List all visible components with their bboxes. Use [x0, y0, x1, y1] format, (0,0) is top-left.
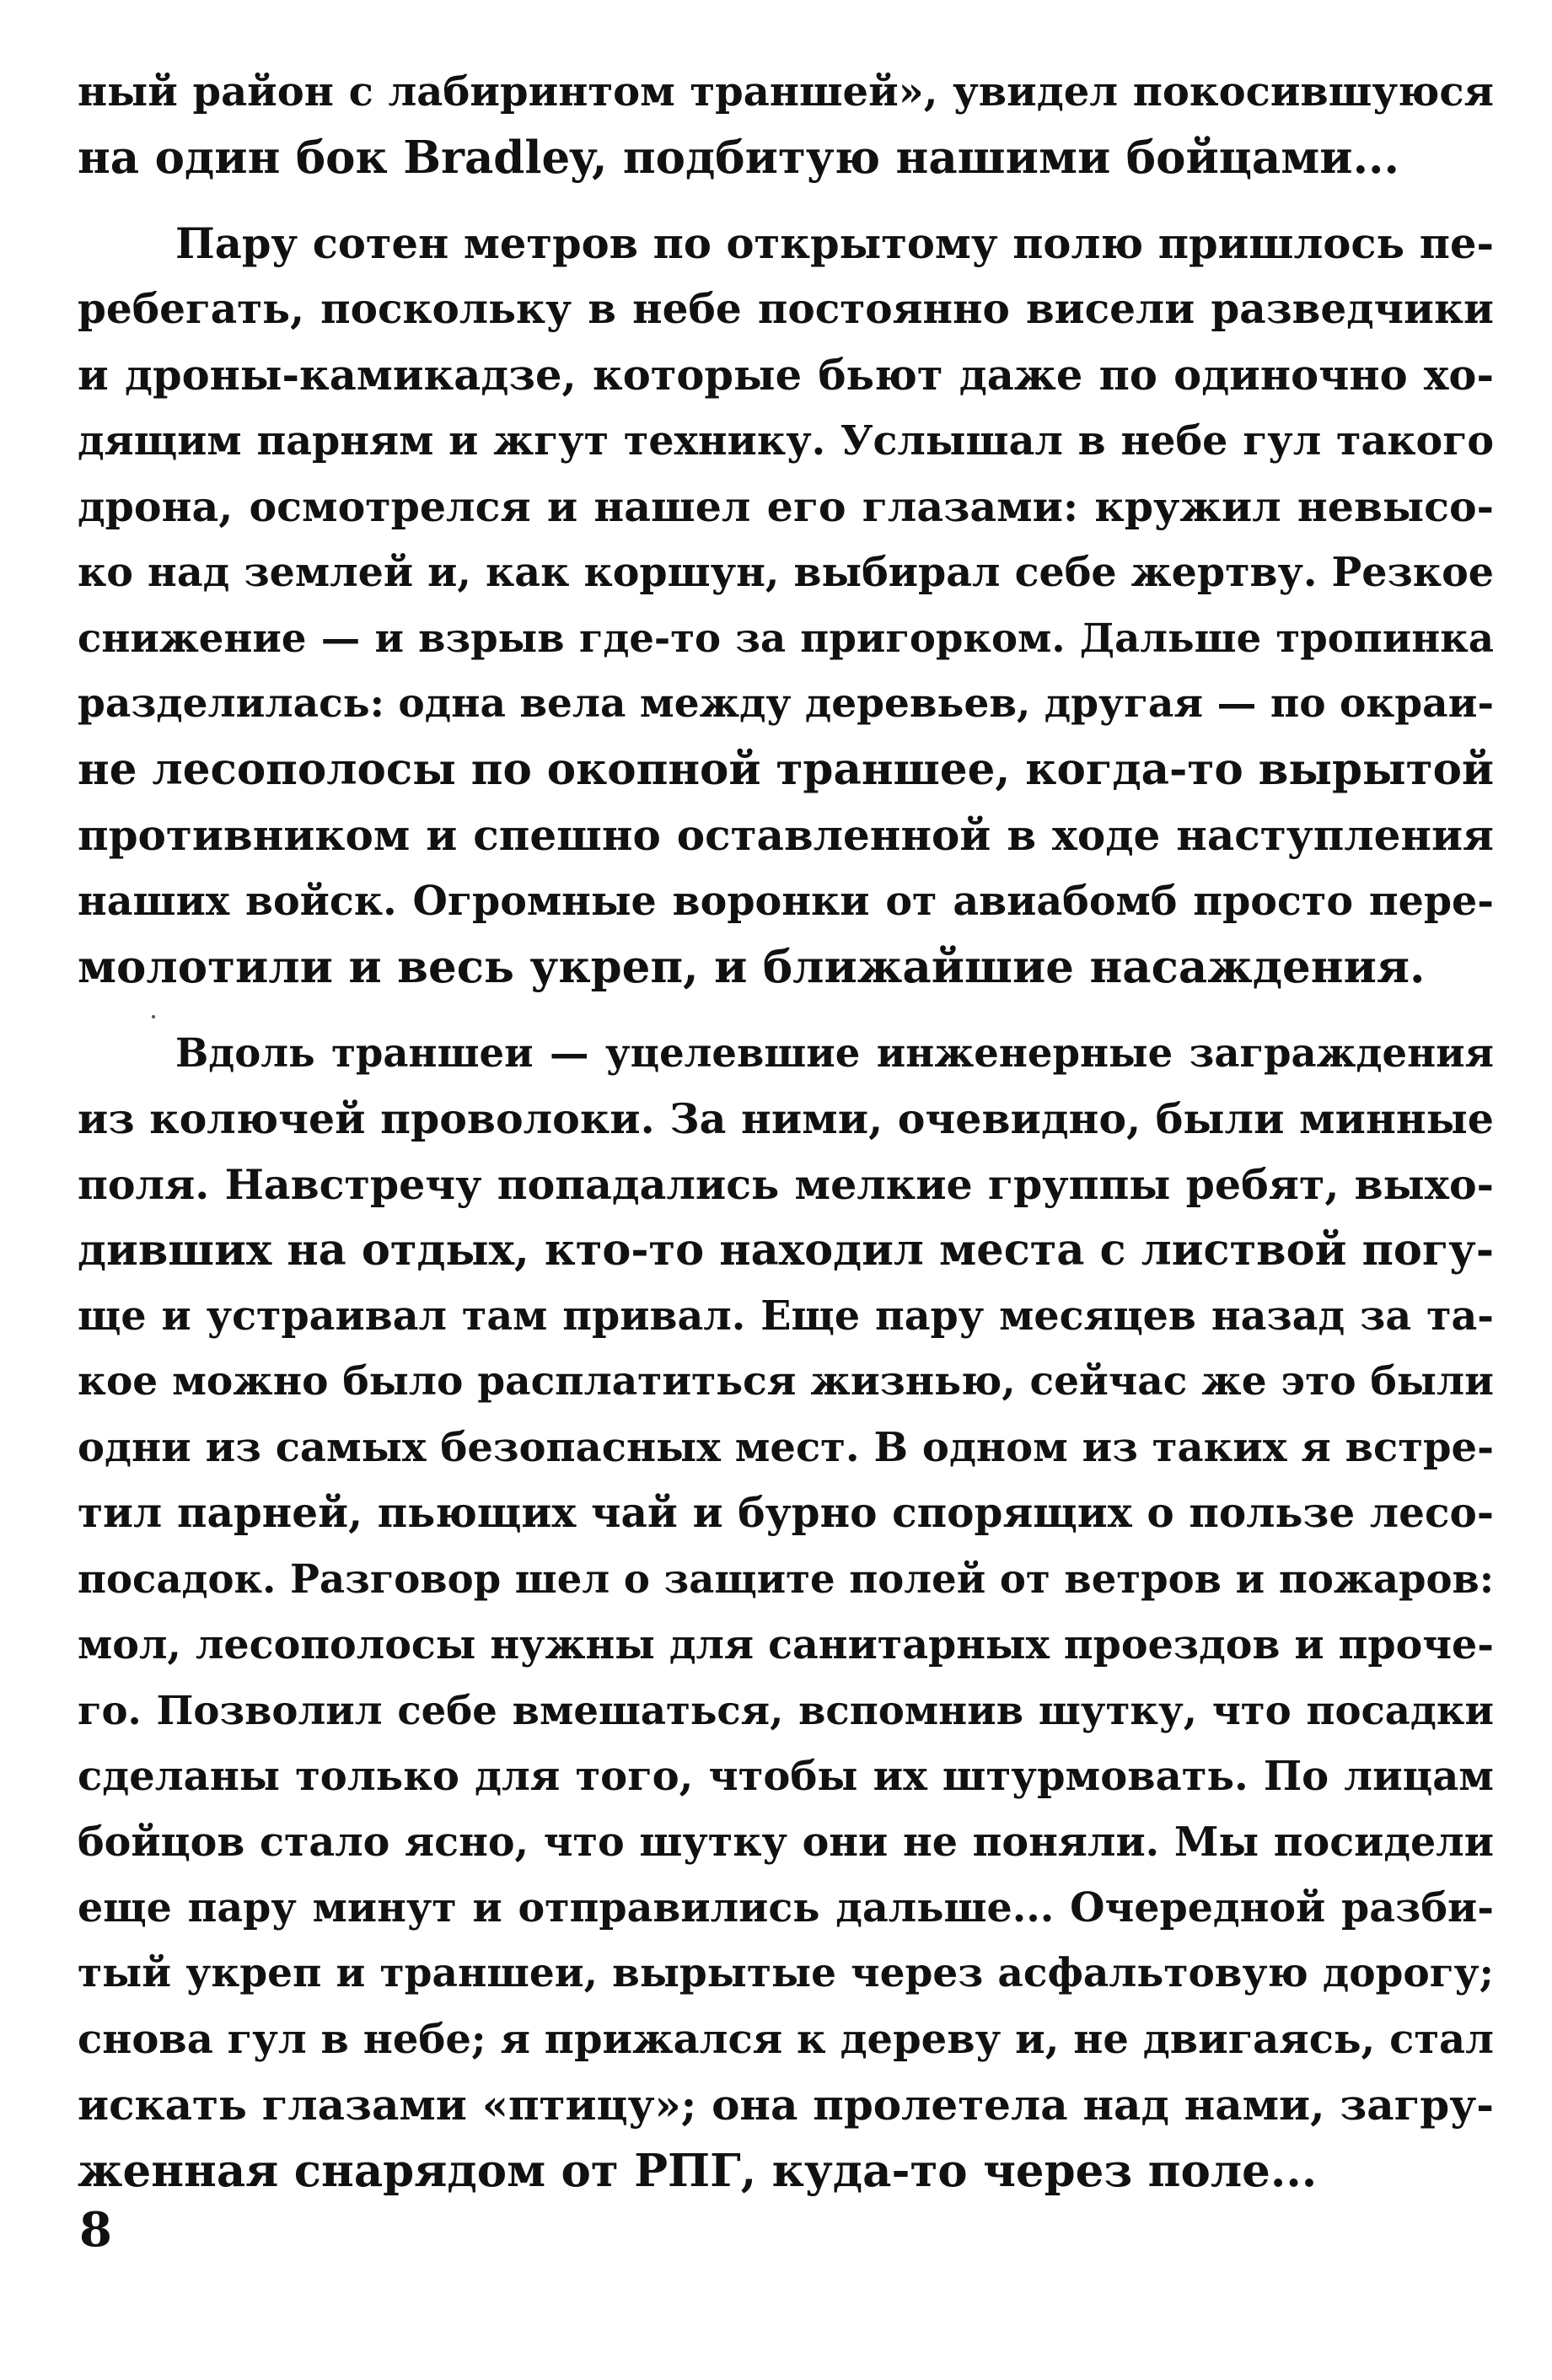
text-line: поля. Навстречу попадались мелкие группы ребят, выхо-	[78, 1160, 1494, 1209]
text-line: молотили и весь укреп, и ближайшие насаждения.	[78, 941, 1426, 993]
body-text	[78, 59, 1494, 2204]
text-line: из колючей проволоки. За ними, очевидно, были минные	[78, 1094, 1494, 1143]
paragraph	[78, 1020, 1494, 2204]
paragraph-gap	[78, 1000, 1494, 1020]
text-line: не лесополосы по окопной траншее, когда-то вырытой	[78, 744, 1495, 795]
text-line: мол, лесополосы нужны для санитарных проездов и проче-	[78, 1621, 1494, 1668]
text-line: ребегать, поскольку в небе постоянно висели разведчики	[78, 285, 1494, 333]
text-line: снижение — и взрыв где-то за пригорком. Дальше тропинка	[78, 615, 1494, 661]
text-line: бойцов стало ясно, что шутку они не поняли. Мы посидели	[78, 1819, 1494, 1866]
text-line: одни из самых безопасных мест. В одном из таких я встре-	[78, 1424, 1494, 1471]
text-line: снова гул в небе; я прижался к дереву и, не двигаясь, стал	[78, 2016, 1494, 2063]
text-line: Пару сотен метров по открытому полю пришлось пе-	[175, 219, 1494, 268]
text-line: женная снарядом от РПГ, куда-то через поле...	[78, 2145, 1318, 2197]
text-line: ко над землей и, как коршун, выбирал себе жертву. Резкое	[78, 549, 1494, 596]
text-line: сделаны только для того, чтобы их штурмовать. По лицам	[78, 1753, 1494, 1800]
text-line: ный район с лабиринтом траншей», увидел покосившуюся	[78, 68, 1494, 116]
text-line: противником и спешно оставленной в ходе наступления	[78, 810, 1494, 860]
paragraph-gap	[78, 191, 1494, 211]
paragraph	[78, 59, 1494, 191]
text-line: Вдоль траншеи — уцелевшие инженерные заграждения	[175, 1029, 1494, 1076]
text-line: на один бок Bradley, подбитую нашими бойцами...	[78, 132, 1399, 184]
page-number: 8	[79, 2202, 112, 2258]
print-speck	[152, 1015, 155, 1018]
text-line: ще и устраивал там привал. Еще пару месяцев назад за та-	[78, 1292, 1494, 1340]
paragraph	[78, 211, 1494, 1000]
text-line: тил парней, пьющих чай и бурно спорящих о пользе лесо-	[78, 1489, 1494, 1537]
text-line: и дроны-камикадзе, которые бьют даже по одиночно хо-	[78, 351, 1494, 400]
text-line: дрона, осмотрелся и нашел его глазами: кружил невысо-	[78, 482, 1494, 531]
text-line: наших войск. Огромные воронки от авиабомб просто пере-	[78, 878, 1494, 925]
text-line: кое можно было расплатиться жизнью, сейчас же это были	[78, 1358, 1494, 1405]
text-line: го. Позволил себе вмешаться, вспомнив шутку, что посадки	[78, 1687, 1494, 1733]
text-line: дивших на отдых, кто-то находил места с листвой погу-	[78, 1225, 1494, 1276]
text-line: разделилась: одна вела между деревьев, другая — по окраи-	[78, 680, 1494, 727]
text-line: еще пару минут и отправились дальше... Очередной разби-	[78, 1884, 1494, 1931]
text-line: искать глазами «птицу»; она пролетела над нами, загру-	[78, 2080, 1494, 2130]
text-line: дящим парням и жгут технику. Услышал в небе гул такого	[78, 417, 1494, 465]
text-line: тый укреп и траншеи, вырытые через асфальтовую дорогу;	[78, 1950, 1494, 1996]
text-line: посадок. Разговор шел о защите полей от ветров и пожаров:	[78, 1555, 1494, 1602]
